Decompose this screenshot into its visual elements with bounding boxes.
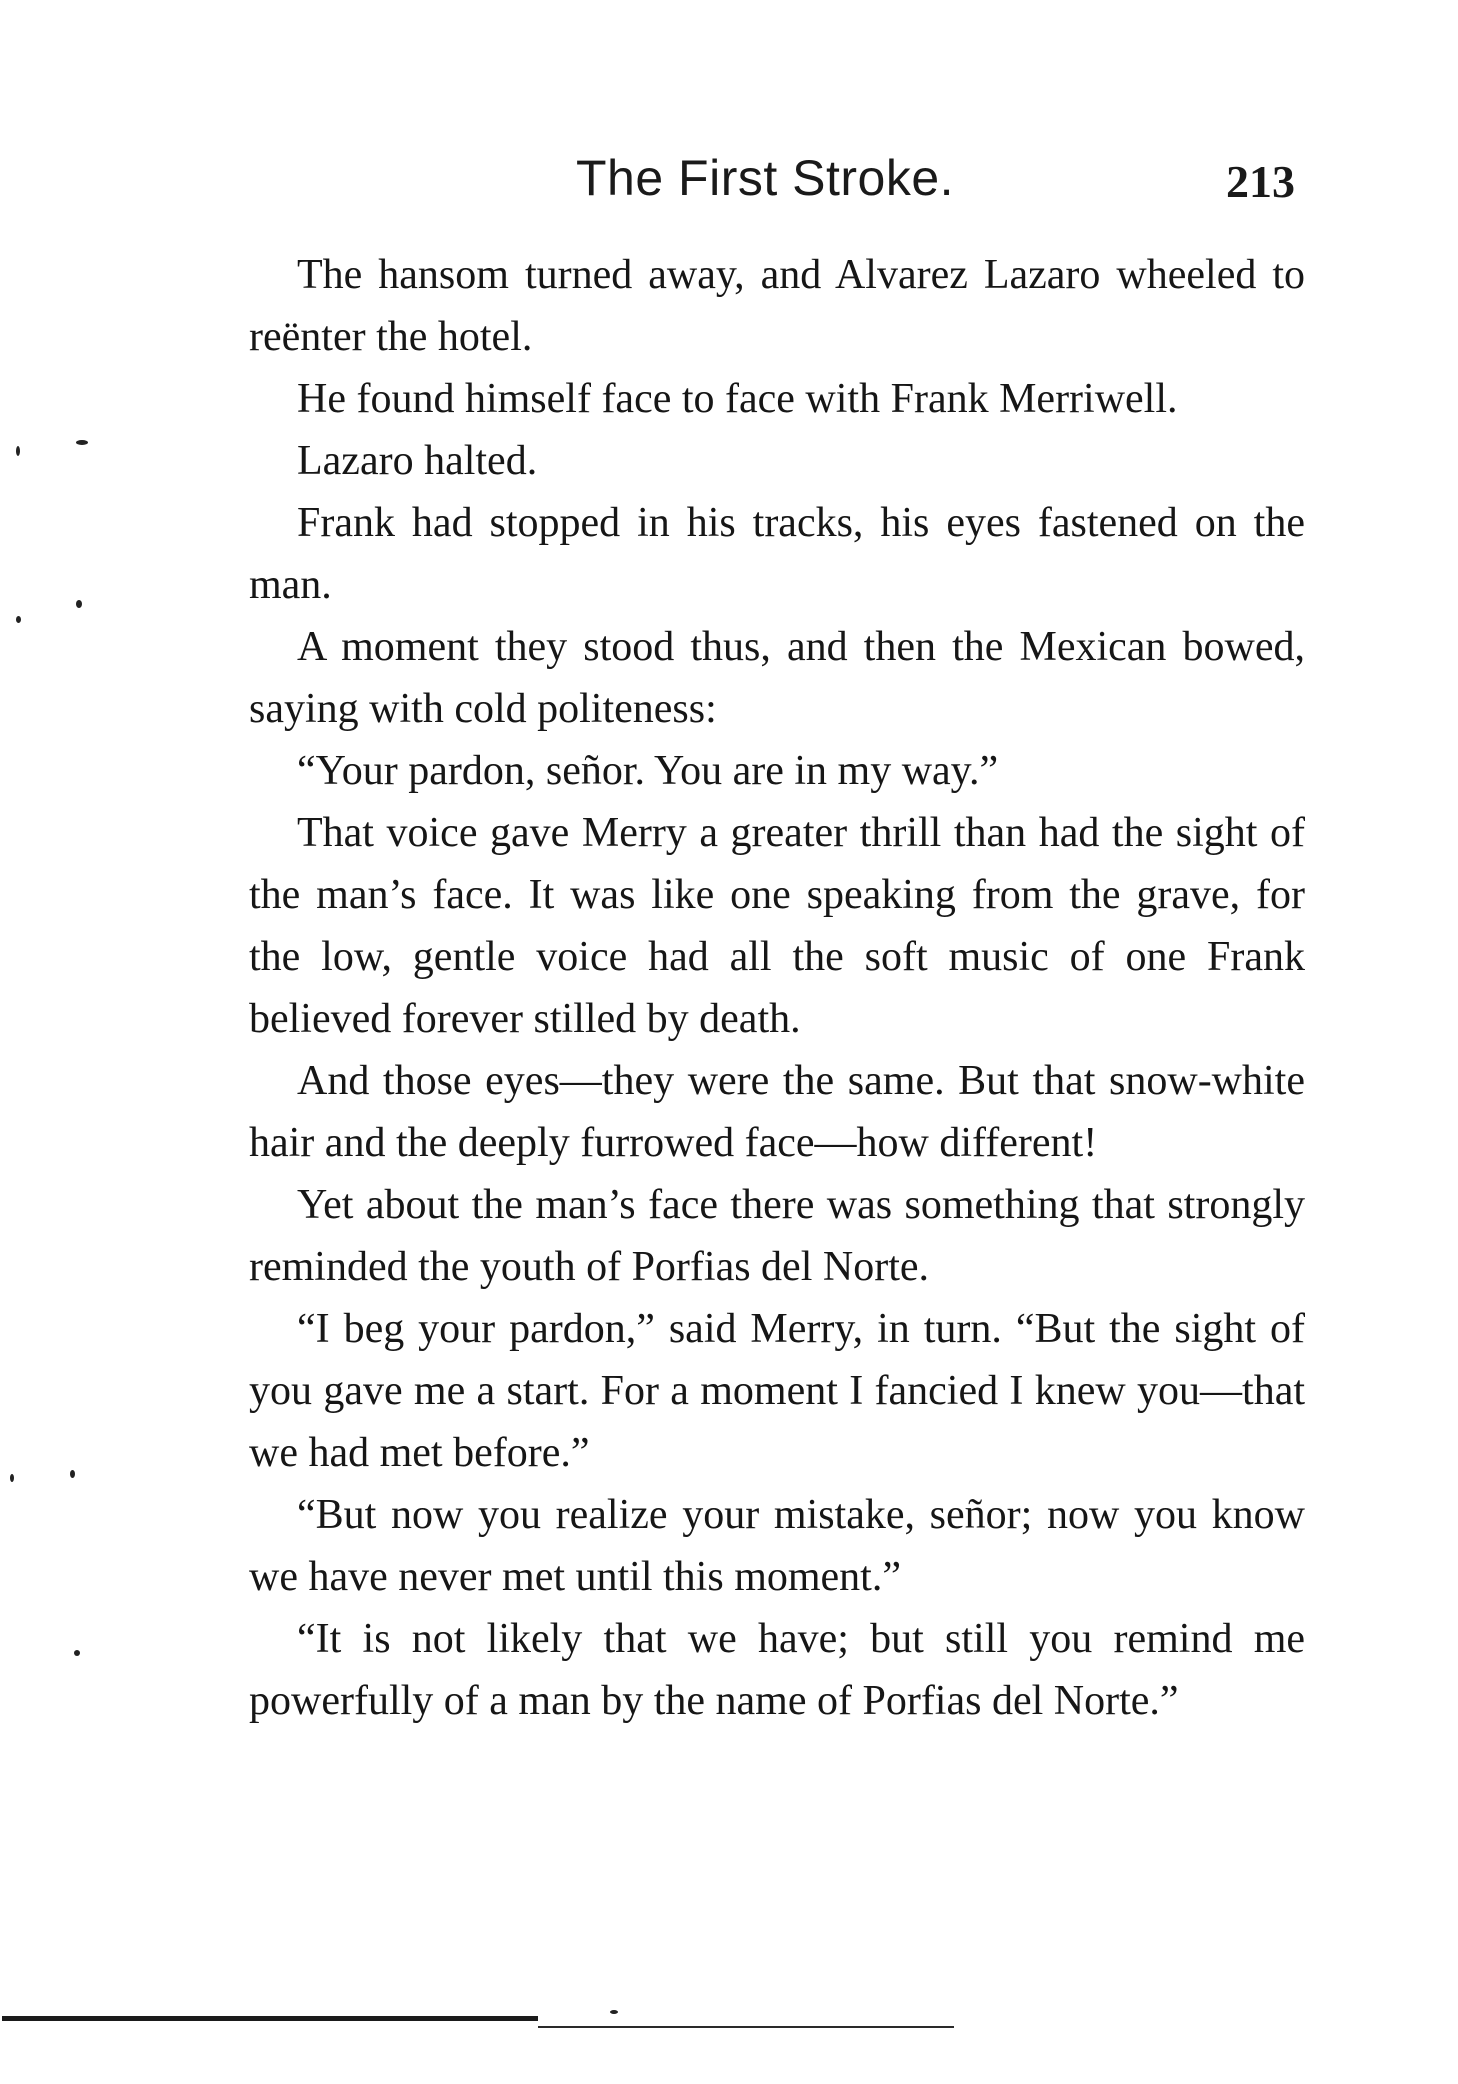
paragraph-5: A moment they stood thus, and then the Mexican bowed, saying with cold politeness: [249, 624, 1305, 732]
paragraph-2: He found himself face to face with Frank Merriwell. [297, 376, 1178, 422]
running-head [0, 148, 1458, 208]
paragraph-6: “Your pardon, señor. You are in my way.” [297, 748, 999, 794]
paragraph-3: Lazaro halted. [297, 438, 538, 484]
body-text [249, 244, 1305, 1732]
bottom-rule-thin [538, 2026, 954, 2028]
page-number: 213 [1226, 156, 1295, 207]
paragraph-7: That voice gave Merry a greater thrill than had the sight of the man’s face. It was like one speaking from the grave, for the low, gentle voice had all the soft music of one Frank believed forever stilled by death. [249, 810, 1305, 1042]
paragraph-1: The hansom turned away, and Alvarez Lazaro wheeled to reënter the hotel. [249, 252, 1305, 360]
margin-speck [16, 446, 20, 456]
chapter-title: The First Stroke. [576, 150, 955, 206]
paragraph-8: And those eyes—they were the same. But that snow-white hair and the deeply furrowed face—how different! [249, 1058, 1305, 1166]
margin-speck [610, 2010, 618, 2014]
paragraph-12: “It is not likely that we have; but still you remind me powerfully of a man by the name of Porfias del Norte.” [249, 1616, 1305, 1724]
margin-speck [70, 1470, 75, 1478]
paragraph-9: Yet about the man’s face there was something that strongly reminded the youth of Porfias del Norte. [249, 1182, 1305, 1290]
margin-speck [76, 440, 88, 445]
paragraph-10: “I beg your pardon,” said Merry, in turn. “But the sight of you gave me a start. For a moment I fancied I knew you—that we had met before.” [249, 1306, 1305, 1476]
paragraph-11: “But now you realize your mistake, señor; now you know we have never met until this moment.” [249, 1492, 1305, 1600]
margin-speck [74, 1650, 80, 1656]
bottom-rule-thick [2, 2016, 538, 2021]
paragraph-4: Frank had stopped in his tracks, his eyes fastened on the man. [249, 500, 1305, 608]
margin-speck [10, 1474, 14, 1482]
margin-speck [16, 616, 21, 623]
margin-speck [76, 600, 82, 608]
